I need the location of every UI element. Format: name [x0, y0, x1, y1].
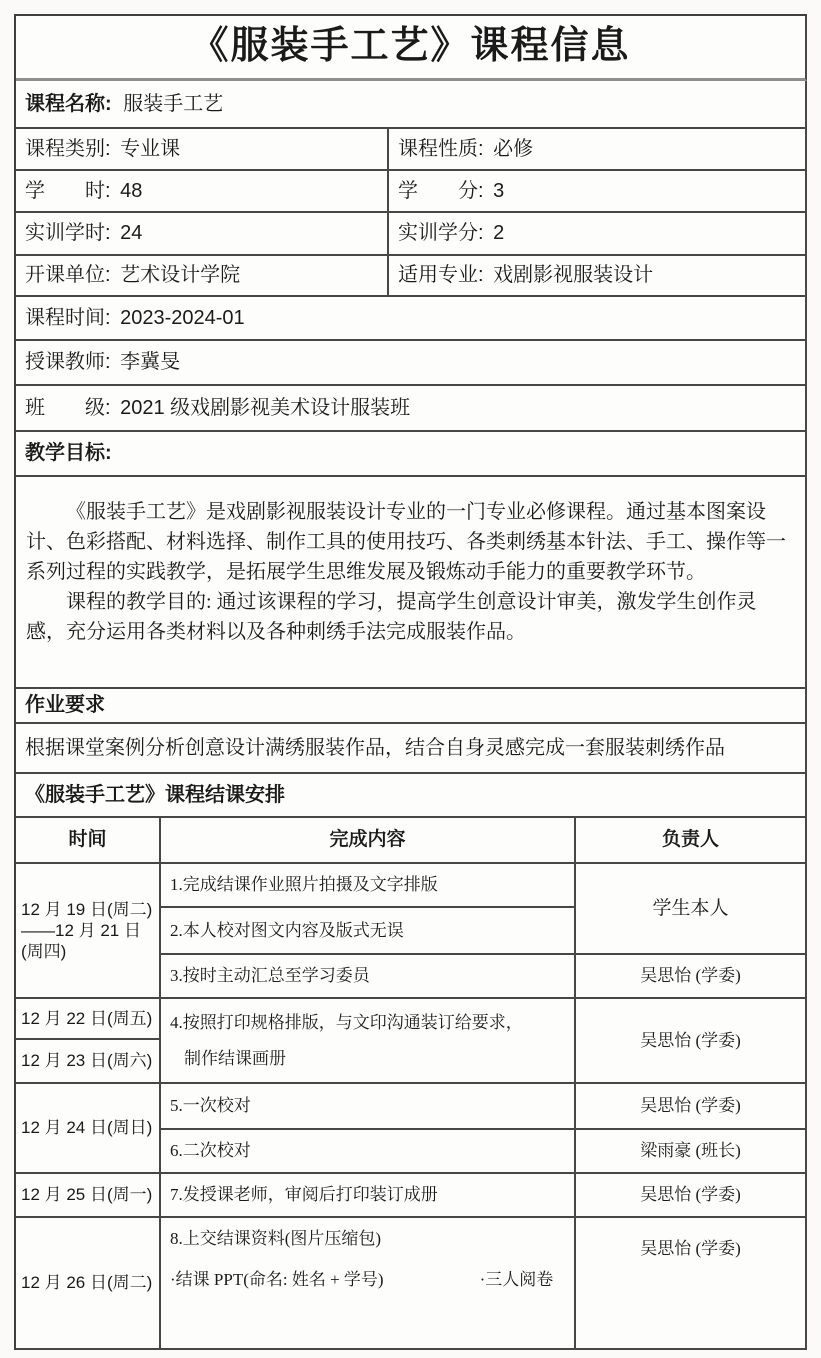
time-cell-dec24: 12 月 24 日(周日) [16, 1084, 161, 1174]
teacher-label: 授课教师: [25, 351, 117, 373]
page-title: 《服装手工艺》课程信息 [190, 25, 631, 68]
teacher-value: 李冀旻 [120, 351, 181, 373]
time-cell-dec22: 12 月 22 日(周五) [16, 999, 161, 1040]
homework-content-row [16, 724, 807, 774]
nature-label: 课程性质: [398, 137, 490, 160]
time-cell-dec25: 12 月 25 日(周一) [16, 1174, 161, 1218]
homework-content: 根据课堂案例分析创意设计满绣服装作品，结合自身灵感完成一套服装刺绣作品 [25, 736, 725, 759]
homework-header-row [16, 689, 807, 724]
task-2: 2.本人校对图文内容及版式无误 [161, 908, 576, 955]
unit-value: 艺术设计学院 [120, 264, 241, 286]
category-label: 课程类别: [25, 137, 117, 160]
nature-value: 必修 [493, 137, 534, 160]
task-4-line2: 制作结课画册 [184, 1048, 286, 1068]
course-name-value: 服装手工艺 [123, 92, 224, 115]
credits-label: 学 分: [398, 179, 490, 202]
hours-credits-row [16, 171, 807, 213]
column-header-owner: 负责人 [576, 818, 807, 864]
course-info-document [14, 14, 807, 1350]
schedule-row-8 [16, 1174, 807, 1218]
class-row [16, 386, 807, 432]
term-row [16, 297, 807, 341]
objectives-header-row [16, 432, 807, 477]
task-4-line1: 4.按照打印规格排版，与文印沟通装订给要求， [170, 1013, 523, 1033]
time-cell-dec26: 12 月 26 日(周二) [16, 1218, 161, 1350]
practice-hours-label: 实训学时: [25, 222, 117, 244]
schedule-row-9 [16, 1218, 807, 1350]
term-value: 2023-2024-01 [120, 306, 245, 329]
task-1: 1.完成结课作业照片拍摄及文字排版 [161, 864, 576, 908]
time-group1-line2: ——12 月 21 日 [21, 920, 141, 940]
practice-hours-value: 24 [120, 222, 143, 244]
course-name-row [16, 81, 807, 129]
time-cell-dec23: 12 月 23 日(周六) [16, 1040, 161, 1084]
task-7: 7.发授课老师，审阅后打印装订成册 [161, 1174, 576, 1218]
homework-header: 作业要求 [25, 694, 105, 716]
schedule-table [14, 818, 807, 1350]
practice-credits-label: 实训学分: [398, 222, 490, 244]
owner-task-7: 吴思怡 (学委) [576, 1174, 807, 1218]
category-value: 专业课 [120, 137, 181, 160]
owner-task-3: 吴思怡 (学委) [576, 955, 807, 999]
owner-task-1-2: 学生本人 [576, 864, 807, 955]
category-nature-row [16, 129, 807, 171]
owner-task-6: 梁雨豪 (班长) [576, 1130, 807, 1174]
task-8-bullet-ppt: ·结课 PPT(命名: 姓名 + 学号) [170, 1270, 384, 1290]
task-3: 3.按时主动汇总至学习委员 [161, 955, 576, 999]
unit-major-row [16, 256, 807, 297]
credits-value: 3 [493, 179, 505, 202]
owner-task-4: 吴思怡 (学委) [576, 999, 807, 1084]
task-6: 6.二次校对 [161, 1130, 576, 1174]
task-8-bullet-graders: ·三人阅卷 [479, 1270, 554, 1290]
course-name-label: 课程名称: [25, 92, 118, 115]
objectives-body-row [16, 477, 807, 689]
title-row [16, 16, 807, 81]
time-group1-line1: 12 月 19 日(周二) [21, 899, 153, 919]
hours-label: 学 时: [25, 179, 117, 202]
time-cell-group1 [16, 864, 161, 999]
schedule-section-title-row [16, 774, 807, 818]
teacher-row [16, 341, 807, 386]
task-4 [161, 999, 576, 1084]
task-5: 5.一次校对 [161, 1084, 576, 1130]
objectives-header: 教学目标: [25, 442, 112, 464]
course-info-table [14, 14, 807, 818]
column-header-content: 完成内容 [161, 818, 576, 864]
class-label: 班 级: [25, 396, 117, 419]
major-label: 适用专业: [398, 264, 490, 286]
objectives-paragraph-1: 《服装手工艺》是戏剧影视服装设计专业的一门专业必修课程。通过基本图案设计、色彩搭配、材料选择、制作工具的使用技巧、各类刺绣基本针法、手工、操作等一系列过程的实践教学，是拓展学生思维发展及锻炼动手能力的重要教学环节。 [26, 501, 786, 583]
schedule-row-6 [16, 1084, 807, 1130]
practice-credits-value: 2 [493, 222, 505, 244]
schedule-row-1 [16, 864, 807, 908]
practice-row [16, 213, 807, 256]
time-group1-line3: (周四) [21, 942, 67, 962]
term-label: 课程时间: [25, 306, 117, 329]
schedule-header-row [16, 818, 807, 864]
major-value: 戏剧影视服装设计 [493, 264, 654, 286]
objectives-paragraph-2: 课程的教学目的: 通过该课程的学习，提高学生创意设计审美，激发学生创作灵感，充分运用各类材料以及各种刺绣手法完成服装作品。 [26, 591, 757, 643]
schedule-section-title: 《服装手工艺》课程结课安排 [25, 783, 285, 806]
unit-label: 开课单位: [25, 264, 117, 286]
column-header-time: 时间 [16, 818, 161, 864]
task-8-line1: 8.上交结课资料(图片压缩包) [170, 1229, 382, 1248]
task-8 [161, 1218, 576, 1350]
owner-task-5: 吴思怡 (学委) [576, 1084, 807, 1130]
schedule-row-4 [16, 999, 807, 1040]
hours-value: 48 [120, 179, 143, 202]
class-value: 2021 级戏剧影视美术设计服装班 [120, 396, 411, 419]
owner-task-8: 吴思怡 (学委) [576, 1218, 807, 1350]
